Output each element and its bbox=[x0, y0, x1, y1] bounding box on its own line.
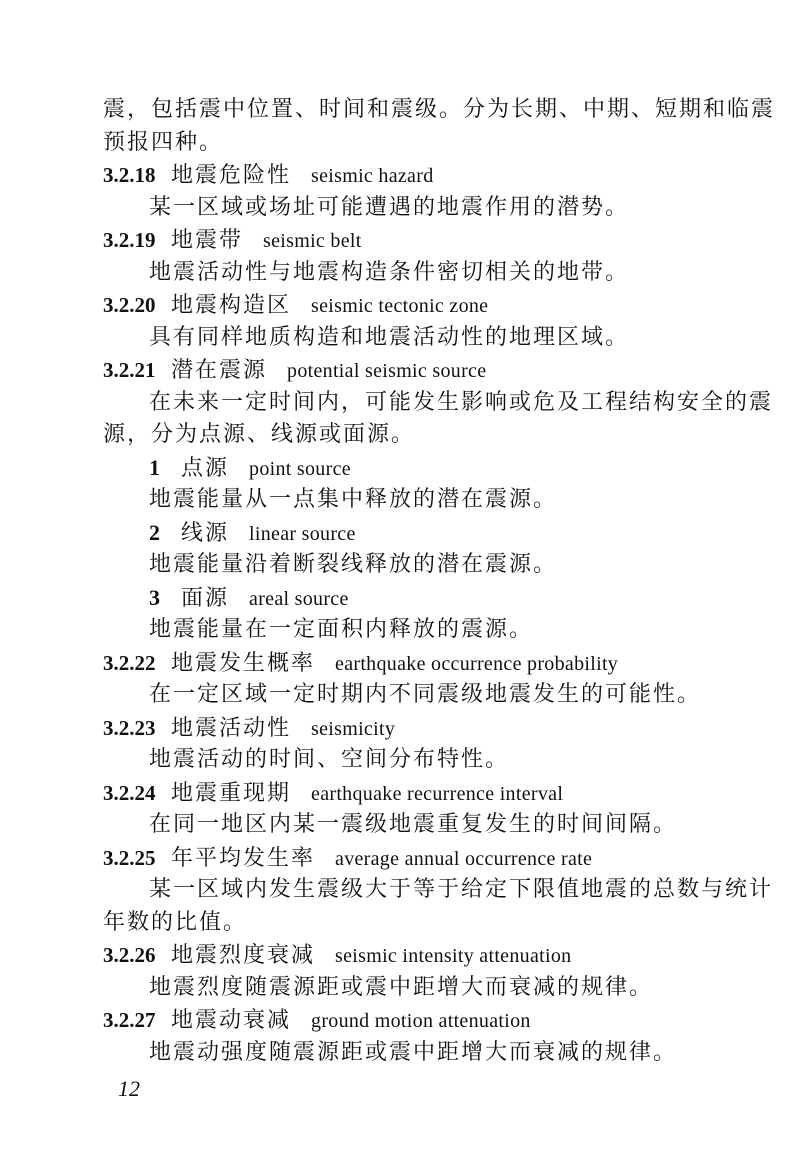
definition-text: 地震能量从一点集中释放的潜在震源。 bbox=[149, 487, 558, 512]
subterm-heading bbox=[103, 517, 743, 550]
term-english: seismic hazard bbox=[311, 165, 434, 187]
definition-text: 地震能量在一定面积内释放的震源。 bbox=[149, 617, 534, 642]
term-definition bbox=[103, 257, 743, 290]
term-english: average annual occurrence rate bbox=[335, 847, 593, 870]
intro-line bbox=[103, 94, 776, 127]
term-definition bbox=[103, 1037, 743, 1070]
definition-text: 地震烈度随震源距或震中距增大而衰减的规律。 bbox=[149, 974, 654, 1000]
term-heading bbox=[103, 159, 743, 192]
term-number: 3.2.25 bbox=[103, 845, 156, 870]
subterm-english: linear source bbox=[249, 522, 356, 545]
term-heading bbox=[103, 289, 743, 322]
definition-text: 在一定区域一定时期内不同震级地震发生的可能性。 bbox=[149, 682, 702, 707]
term-chinese: 地震构造区 bbox=[171, 293, 292, 318]
term-english: earthquake occurrence probability bbox=[335, 652, 619, 675]
definition-text: 某一区域内发生震级大于等于给定下限值地震的总数与统计 bbox=[149, 877, 774, 902]
term-chinese: 年平均发生率 bbox=[171, 845, 316, 871]
term-heading bbox=[103, 777, 743, 810]
term-heading bbox=[103, 354, 743, 387]
term-chinese: 地震带 bbox=[171, 228, 244, 253]
subterm-number: 2 bbox=[149, 519, 160, 545]
term-chinese: 地震重现期 bbox=[171, 780, 292, 806]
term-number: 3.2.26 bbox=[103, 943, 156, 967]
term-definition bbox=[103, 907, 743, 940]
subterm-chinese: 线源 bbox=[181, 520, 230, 546]
term-chinese: 地震活动性 bbox=[171, 715, 292, 741]
term-number: 3.2.21 bbox=[103, 358, 156, 382]
term-chinese: 潜在震源 bbox=[171, 358, 268, 383]
term-heading bbox=[103, 712, 743, 745]
term-number: 3.2.22 bbox=[103, 650, 156, 675]
definition-text: 在未来一定时间内，可能发生影响或危及工程结构安全的震 bbox=[149, 389, 774, 415]
subterm-heading bbox=[103, 582, 743, 615]
term-definition bbox=[103, 322, 743, 355]
term-english: potential seismic source bbox=[287, 360, 487, 382]
term-english: earthquake recurrence interval bbox=[311, 782, 564, 805]
definition-text: 具有同样地质构造和地震活动性的地理区域。 bbox=[149, 324, 630, 350]
term-english: seismicity bbox=[311, 717, 396, 740]
term-heading bbox=[103, 842, 743, 875]
term-definition bbox=[103, 192, 743, 225]
subterm-english: point source bbox=[249, 457, 351, 480]
definition-text: 地震动强度随震源距或震中距增大而衰减的规律。 bbox=[149, 1039, 678, 1065]
term-english: seismic tectonic zone bbox=[311, 295, 489, 317]
term-chinese: 地震发生概率 bbox=[171, 650, 316, 676]
definition-text: 某一区域或场址可能遭遇的地震作用的潜势。 bbox=[149, 194, 630, 220]
term-number: 3.2.23 bbox=[103, 715, 156, 740]
term-definition bbox=[103, 972, 743, 1005]
definition-text: 源，分为点源、线源或面源。 bbox=[103, 422, 416, 447]
term-english: seismic belt bbox=[263, 230, 362, 252]
intro-text: 震，包括震中位置、时间和震级。分为长期、中期、短期和临震 bbox=[103, 97, 776, 122]
definition-text: 地震活动性与地震构造条件密切相关的地带。 bbox=[149, 259, 630, 285]
page-number: 12 bbox=[118, 1076, 140, 1101]
term-number: 3.2.20 bbox=[103, 293, 156, 317]
intro-line bbox=[103, 127, 743, 160]
definition-text: 年数的比值。 bbox=[103, 909, 248, 935]
term-chinese: 地震动衰减 bbox=[171, 1008, 292, 1033]
term-number: 3.2.24 bbox=[103, 780, 156, 805]
subterm-number: 3 bbox=[149, 584, 160, 610]
term-english: seismic intensity attenuation bbox=[335, 945, 572, 967]
term-definition bbox=[103, 679, 743, 712]
definition-text: 在同一地区内某一震级地震重复发生的时间间隔。 bbox=[149, 812, 678, 837]
subterm-definition bbox=[103, 484, 743, 517]
intro-text: 预报四种。 bbox=[103, 129, 224, 155]
term-number: 3.2.27 bbox=[103, 1008, 156, 1032]
subterm-english: areal source bbox=[249, 587, 349, 610]
term-definition bbox=[103, 387, 774, 420]
term-english: ground motion attenuation bbox=[311, 1010, 531, 1032]
subterm-definition bbox=[103, 614, 743, 647]
term-chinese: 地震烈度衰减 bbox=[171, 943, 316, 968]
subterm-heading bbox=[103, 452, 743, 485]
subterm-chinese: 面源 bbox=[181, 585, 230, 611]
document-body bbox=[103, 94, 776, 1069]
term-heading bbox=[103, 1004, 743, 1037]
term-definition bbox=[103, 744, 743, 777]
term-heading bbox=[103, 647, 743, 680]
term-definition bbox=[103, 809, 743, 842]
term-chinese: 地震危险性 bbox=[171, 163, 292, 188]
definition-text: 地震活动的时间、空间分布特性。 bbox=[149, 747, 510, 772]
term-definition bbox=[103, 874, 774, 907]
term-heading bbox=[103, 224, 743, 257]
subterm-definition bbox=[103, 549, 743, 582]
term-definition bbox=[103, 419, 743, 452]
term-number: 3.2.19 bbox=[103, 228, 156, 252]
subterm-number: 1 bbox=[149, 454, 160, 480]
term-heading bbox=[103, 939, 743, 972]
subterm-chinese: 点源 bbox=[181, 455, 230, 481]
term-number: 3.2.18 bbox=[103, 163, 156, 187]
definition-text: 地震能量沿着断裂线释放的潜在震源。 bbox=[149, 552, 558, 577]
